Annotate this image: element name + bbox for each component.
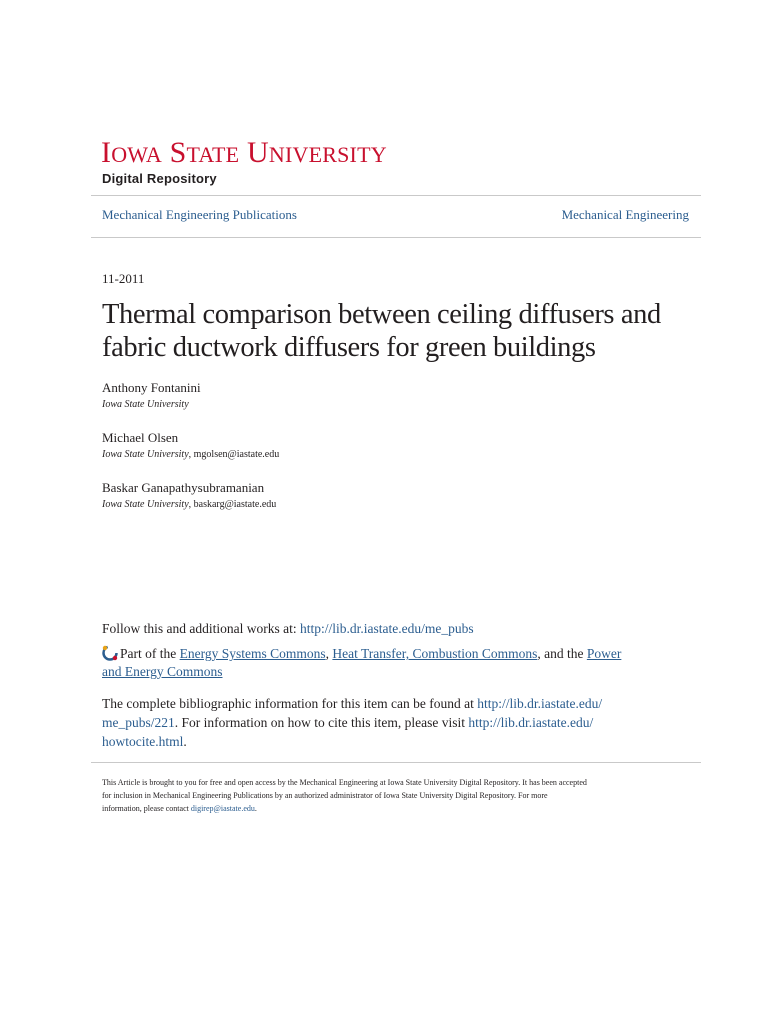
item-link[interactable]: http://lib.dr.iastate.edu/ xyxy=(477,696,603,711)
commons-link-heat-transfer[interactable]: Heat Transfer, Combustion Commons xyxy=(332,646,538,661)
author-name: Michael Olsen xyxy=(102,430,179,445)
footer-text: . xyxy=(254,804,257,813)
logo-letters: TATE xyxy=(186,142,240,167)
divider-top xyxy=(91,195,701,196)
howtocite-link[interactable]: http://lib.dr.iastate.edu/ xyxy=(468,715,594,730)
logo-letter: I xyxy=(101,136,112,169)
footer-text: for inclusion in Mechanical Engineering Publications by an authorized administrator of Iowa State University Digital Repository. For more xyxy=(102,791,548,800)
footer-notice xyxy=(102,776,672,815)
publication-date: 11-2011 xyxy=(102,271,145,286)
series-link-publications[interactable]: Mechanical Engineering Publications xyxy=(102,207,297,222)
repository-logo[interactable] xyxy=(101,138,387,186)
logo-university-name xyxy=(101,138,387,170)
part-of-line xyxy=(102,645,662,681)
author-block xyxy=(102,430,279,462)
author-affiliation xyxy=(102,398,201,412)
logo-letter: U xyxy=(247,136,269,169)
series-link-department[interactable]: Mechanical Engineering xyxy=(561,207,689,222)
footer-text: This Article is brought to you for free and open access by the Mechanical Engineering at Iowa State University Digital Repository. It has been accepted xyxy=(102,778,587,787)
follow-line xyxy=(102,621,474,637)
howtocite-link[interactable]: howtocite.html xyxy=(102,734,184,749)
item-link[interactable]: me_pubs/221 xyxy=(102,715,175,730)
biblio-text: . xyxy=(183,734,187,749)
logo-letters: OWA xyxy=(111,142,162,167)
logo-subtitle: Digital Repository xyxy=(102,171,217,186)
author-block xyxy=(102,380,201,412)
biblio-text: The complete bibliographic information for this item can be found at xyxy=(102,696,478,711)
logo-letter: S xyxy=(169,136,187,169)
footer-text: information, please contact xyxy=(102,804,191,813)
author-affiliation: Iowa State University, mgolsen@iastate.edu xyxy=(102,449,280,460)
contact-email-link[interactable]: digirep@iastate.edu xyxy=(190,804,255,813)
logo-letters: NIVERSITY xyxy=(268,142,387,167)
author-email: baskarg@iastate.edu xyxy=(193,499,277,510)
author-institution: Iowa State University xyxy=(102,499,189,510)
author-email: mgolsen@iastate.edu xyxy=(193,449,280,460)
commons-link-energy-systems[interactable]: Energy Systems Commons xyxy=(179,646,326,661)
bibliographic-info xyxy=(102,694,662,751)
divider-bottom xyxy=(91,237,701,238)
author-name: Anthony Fontanini xyxy=(102,380,201,395)
author-block xyxy=(102,480,276,512)
follow-text: Follow this and additional works at: xyxy=(102,621,300,636)
separator: , xyxy=(325,646,333,661)
commons-link-power-energy[interactable]: and Energy Commons xyxy=(102,664,223,679)
separator: , and the xyxy=(537,646,587,661)
commons-link-power-energy[interactable]: Power xyxy=(586,646,622,661)
part-of-prefix: Part of the xyxy=(120,646,180,661)
biblio-text: . For information on how to cite this item, please visit xyxy=(174,715,469,730)
follow-link[interactable]: http://lib.dr.iastate.edu/me_pubs xyxy=(300,621,474,636)
author-institution: Iowa State University xyxy=(102,399,189,410)
author-institution: Iowa State University xyxy=(102,449,189,460)
author-affiliation: Iowa State University, baskarg@iastate.edu xyxy=(102,499,277,510)
author-name: Baskar Ganapathysubramanian xyxy=(102,480,265,495)
article-title: Thermal comparison between ceiling diffusers and fabric ductwork diffusers for green buildings xyxy=(102,299,661,363)
commons-network-icon xyxy=(102,645,118,661)
footer-divider xyxy=(91,762,701,763)
